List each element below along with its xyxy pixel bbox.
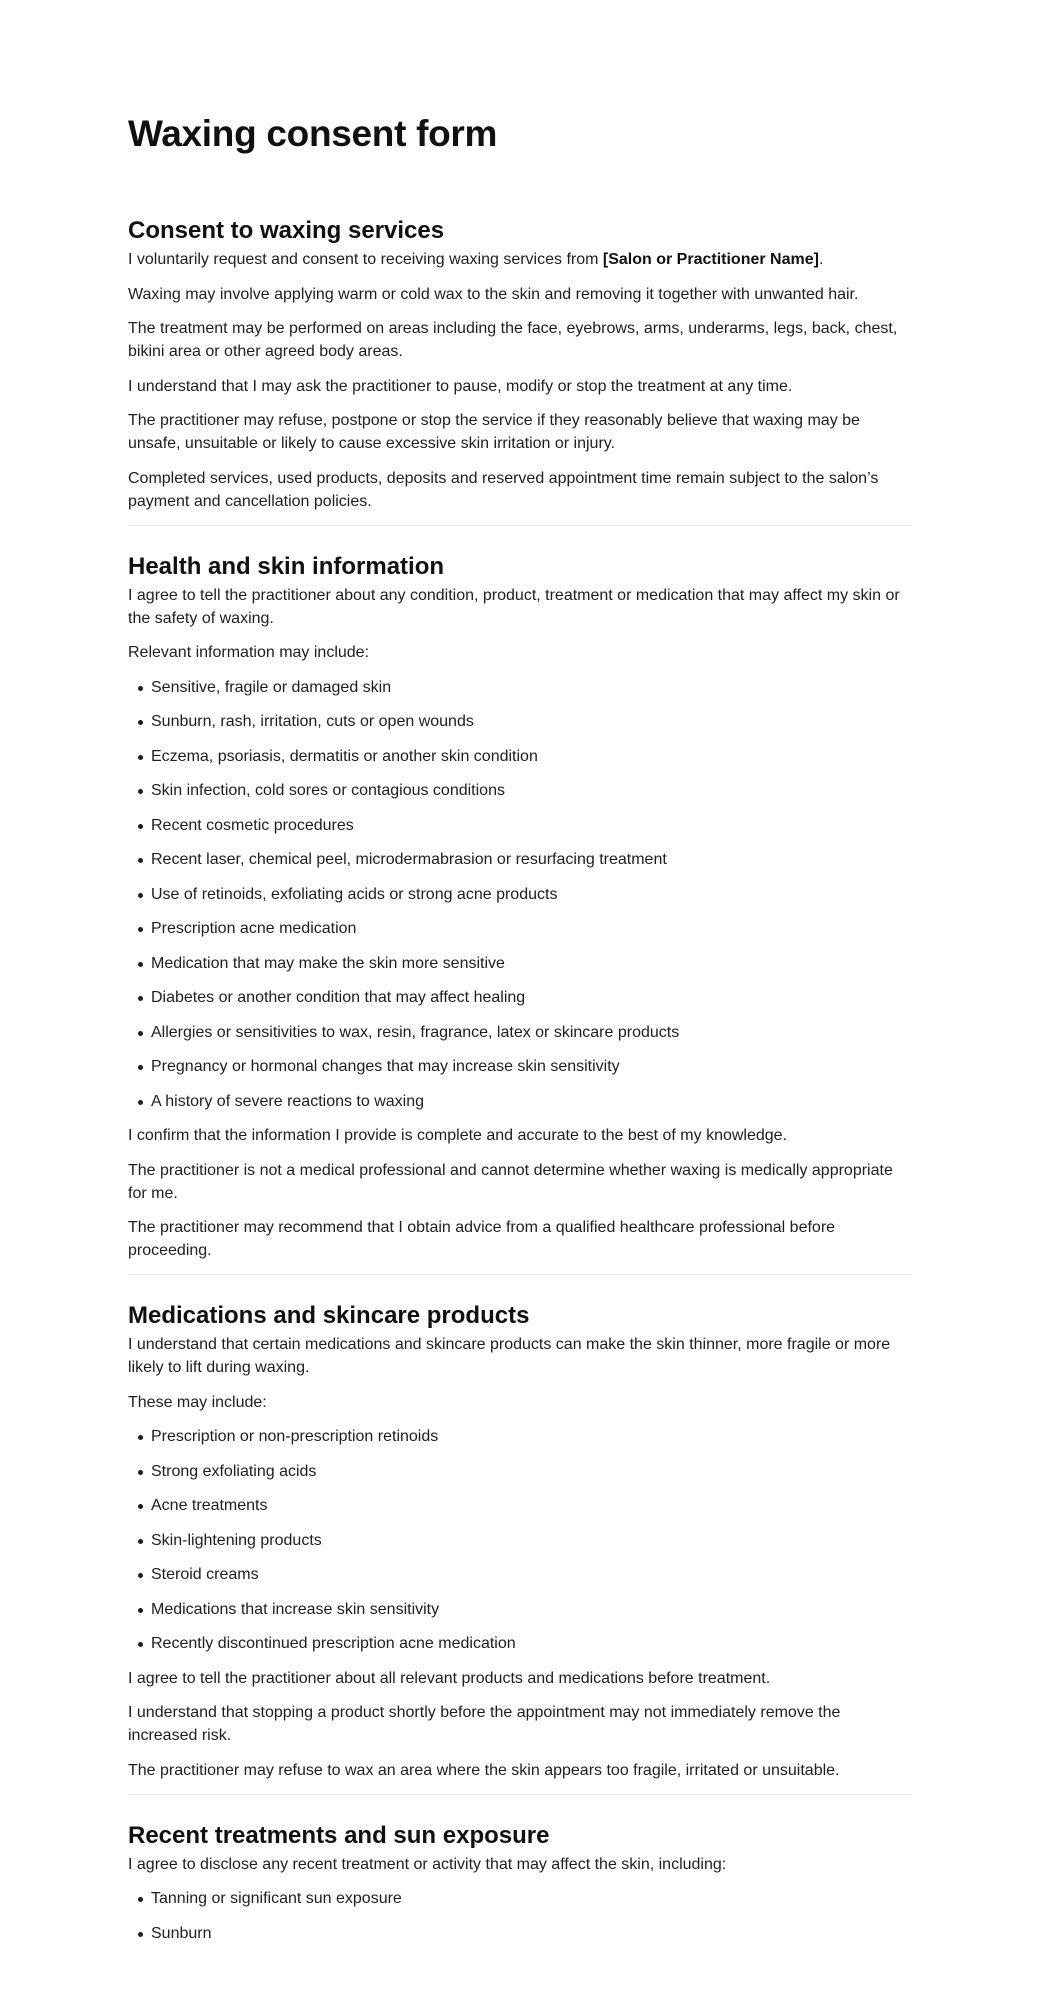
paragraph-text: . xyxy=(818,251,824,268)
list-item: A history of severe reactions to waxing xyxy=(128,1090,912,1113)
paragraph: Waxing may involve applying warm or cold wax to the skin and removing it together with unwanted hair. xyxy=(128,285,859,303)
section-divider xyxy=(128,1274,912,1275)
paragraph: The practitioner is not a medical professional and cannot determine whether waxing is medically appropriate for me. xyxy=(128,1161,893,1202)
paragraph-text: I voluntarily request and consent to receiving waxing services from xyxy=(128,251,603,268)
section-health xyxy=(128,550,912,1276)
list-item: Medication that may make the skin more sensitive xyxy=(128,952,912,975)
list-item: Prescription or non-prescription retinoids xyxy=(128,1425,912,1448)
paragraph: I understand that certain medications and skincare products can make the skin thinner, more fragile or more likely to lift during waxing. xyxy=(128,1336,891,1376)
paragraph: I understand that I may ask the practitioner to pause, modify or stop the treatment at any time. xyxy=(128,377,793,395)
salon-name-placeholder: [Salon or Practitioner Name] xyxy=(602,251,819,268)
paragraph: I agree to disclose any recent treatment or activity that may affect the skin, including: xyxy=(128,1855,727,1873)
list-item: Sunburn, rash, irritation, cuts or open wounds xyxy=(128,710,912,733)
paragraph: These may include: xyxy=(128,1393,267,1411)
paragraph xyxy=(128,248,912,271)
section-heading: Consent to waxing services xyxy=(128,217,445,244)
list-item: Skin infection, cold sores or contagious conditions xyxy=(128,779,912,802)
list-item: Eczema, psoriasis, dermatitis or another skin condition xyxy=(128,745,912,768)
bullet-list xyxy=(128,1887,912,1945)
list-item: Prescription acne medication xyxy=(128,917,912,940)
list-item: Diabetes or another condition that may affect healing xyxy=(128,986,912,1009)
list-item: Pregnancy or hormonal changes that may increase skin sensitivity xyxy=(128,1055,912,1078)
section-divider xyxy=(128,525,912,526)
list-item: Use of retinoids, exfoliating acids or strong acne products xyxy=(128,883,912,906)
list-item: Recently discontinued prescription acne medication xyxy=(128,1632,912,1655)
list-item: Acne treatments xyxy=(128,1494,912,1517)
page-title: Waxing consent form xyxy=(128,113,498,154)
paragraph: Relevant information may include: xyxy=(128,644,370,661)
list-item: Strong exfoliating acids xyxy=(128,1460,912,1483)
paragraph: I understand that stopping a product shortly before the appointment may not immediately remove the increased risk. xyxy=(128,1704,841,1744)
section-heading: Health and skin information xyxy=(128,552,445,580)
document-content xyxy=(128,108,912,1956)
paragraph: Completed services, used products, deposits and reserved appointment time remain subject to the salon’s payment and cancellation policies. xyxy=(128,469,879,510)
section-recent-treatments xyxy=(128,1819,912,1945)
list-item: Recent laser, chemical peel, microdermabrasion or resurfacing treatment xyxy=(128,848,912,871)
list-item: Medications that increase skin sensitivity xyxy=(128,1598,912,1621)
paragraph: The practitioner may recommend that I obtain advice from a qualified healthcare professional before proceeding. xyxy=(128,1219,836,1259)
section-consent xyxy=(128,214,912,526)
paragraph: The practitioner may refuse to wax an area where the skin appears too fragile, irritated or unsuitable. xyxy=(128,1761,840,1779)
section-heading: Recent treatments and sun exposure xyxy=(128,1821,550,1849)
paragraph: I confirm that the information I provide is complete and accurate to the best of my knowledge. xyxy=(128,1127,788,1144)
list-item: Steroid creams xyxy=(128,1563,912,1586)
list-item: Allergies or sensitivities to wax, resin, fragrance, latex or skincare products xyxy=(128,1021,912,1044)
bullet-list xyxy=(128,1425,912,1655)
section-medications xyxy=(128,1299,912,1795)
section-divider xyxy=(128,1794,912,1795)
bullet-list xyxy=(128,676,912,1113)
list-item: Tanning or significant sun exposure xyxy=(128,1887,912,1910)
section-heading: Medications and skincare products xyxy=(128,1302,530,1329)
paragraph: The treatment may be performed on areas including the face, eyebrows, arms, underarms, legs, back, chest, bikini area or other agreed body areas. xyxy=(128,320,898,360)
list-item: Skin-lightening products xyxy=(128,1529,912,1552)
paragraph: The practitioner may refuse, postpone or stop the service if they reasonably believe that waxing may be unsafe, unsuitable or likely to cause excessive skin irritation or injury. xyxy=(128,412,860,452)
list-item: Recent cosmetic procedures xyxy=(128,814,912,837)
list-item: Sensitive, fragile or damaged skin xyxy=(128,676,912,699)
paragraph: I agree to tell the practitioner about any condition, product, treatment or medication that may affect my skin or the safety of waxing. xyxy=(128,586,900,627)
paragraph: I agree to tell the practitioner about all relevant products and medications before treatment. xyxy=(128,1669,771,1687)
list-item: Sunburn xyxy=(128,1922,912,1945)
